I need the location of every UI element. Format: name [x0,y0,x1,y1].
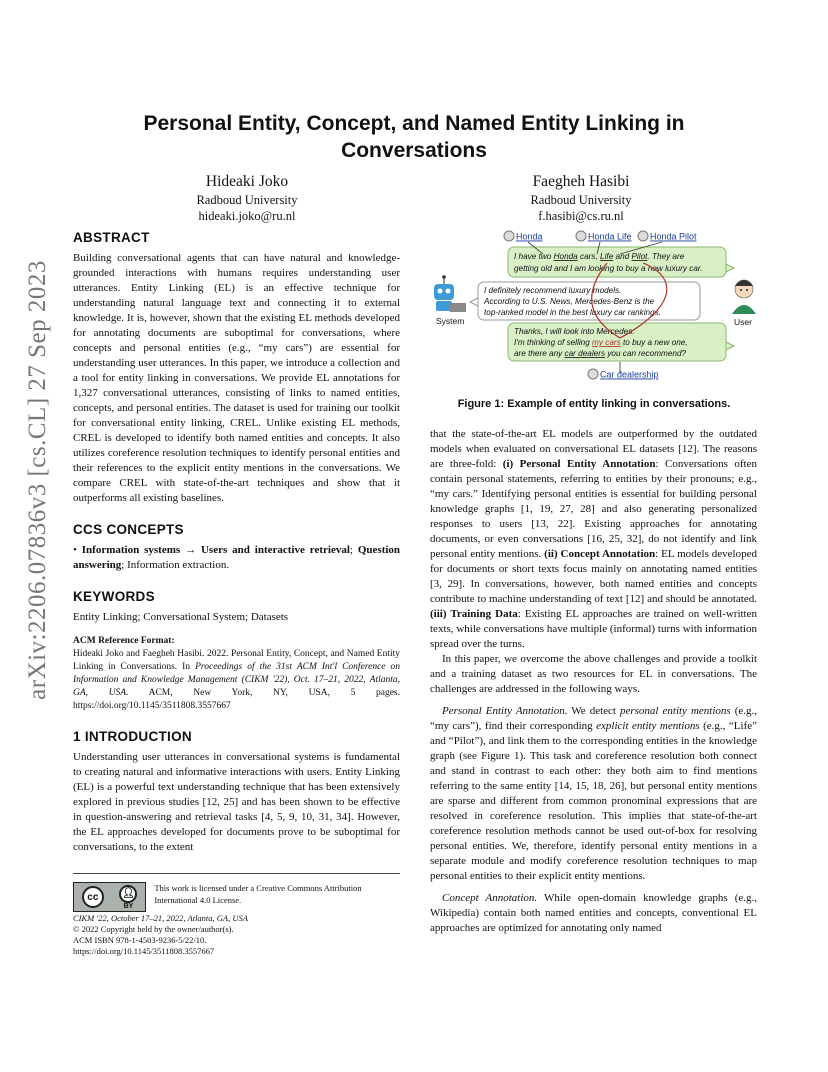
footnote-isbn: ACM ISBN 978-1-4503-9236-5/22/10. [73,935,207,945]
attribution-person-icon: 👤︎ [119,885,137,903]
arxiv-stamp: arXiv:2206.07836v3 [cs.CL] 27 Sep 2023 [24,260,52,700]
cc-license [73,873,400,912]
right-column [430,427,757,936]
footnote [73,913,400,957]
license-text: This work is licensed under a Creative Commons Attribution International 4.0 License. [154,883,362,905]
wikipedia-globe-icon [588,369,598,379]
cc-by-badge-icon: cc 👤︎ BY [73,882,146,912]
bubble2-line3: top-ranked model in the best luxury car rankings. [484,308,662,317]
author-1 [127,172,367,224]
author-affiliation: Radboud University [196,193,298,207]
intro-paragraph: Understanding user utterances in conversational systems is fundamental to creating natural and informative interactions with users. Entity Linking (EL) is a powerful text understanding technique that has been extensively explored in previous studies [12, 25] and has been shown to be effective in question-answering and retrieval tasks [4, 5, 9, 10, 31, 34]. However, the EL approaches developed for documents prove to be suboptimal for conversations, to the extent [73,751,400,853]
ccs-text: • Information systems → Users and interactive retrieval; Question answering; Information extraction. [73,544,401,571]
right-paragraph-1: that the state-of-the-art EL models are outperformed by the outdated models when evaluated on conversational EL datasets [12]. The reasons are three-fold: (i) Personal Entity Annotation: Conversations often contain personal statements, referring to entities by their pronouns; e.g., “my cars.” Identifying personal entities is essential for building personal knowledge graphs [1, 19, 27, 28] and also generating personalized responses to users [13, 22]. Existing approaches for annotating documents, or even conversations [16, 25, 32], do not identify and link personal entity mentions. (ii) Concept Annotation: EL models developed for documents or short texts focus mainly on annotating named entities [3, 29]. In conversations, however, both named entities and concepts contribute to machine understanding of text [12] and should be annotated. (iii) Training Data: Existing EL approaches are trained on well-written texts, while conversations have multiple (informal) turns with information spread over the turns. [430,428,757,650]
author-name: Hideaki Joko [205,173,289,190]
cc-icon: cc [82,886,104,908]
right-paragraph-3: Personal Entity Annotation. We detect personal entity mentions (e.g., “my cars”), find their corresponding explicit entity mentions (e.g., “Life” and “Pilot”), and link them to the corresponding entities in the knowledge graph (see Figure 1). This task and coreference resolution both connect and stand in contrast to each other: they both aim to find mentions referring to the same entity [14, 15, 18, 26], but personal entity mentions are sparse and different from common pronominal expressions that are resolved in coreference resolution. This implies that state-of-the-art coreference resolution methods cannot be used out-of-box for resolving personal entities. We, therefore, identify personal entity mentions in a separate module and modify coreference resolution techniques to map personal entities to their explicit entity mentions. [430,705,758,882]
bubble3-line3: are there any car dealers you can recommend? [514,349,687,358]
author-affiliation: Radboud University [530,193,632,207]
author-email: hideaki.joko@ru.nl [198,209,296,223]
footnote-doi: https://doi.org/10.1145/3511808.3557667 [73,946,215,956]
figure-1 [430,228,758,388]
figure-caption: Figure 1: Example of entity linking in conversations. [457,398,731,410]
paper-title: Personal Entity, Concept, and Named Entity Linking in Conversations [143,112,685,162]
keywords-text: Entity Linking; Conversational System; Datasets [73,611,289,623]
acm-reference: ACM Reference Format: Hideaki Joko and Faegheh Hasibi. 2022. Personal Entity, Concept, and Named Entity Linking in Conversations. In Proceedings of the 31st ACM Int'l Conference on Information and Knowledge Management (CIKM '22), Oct. 17–21, 2022, Atlanta, GA, USA. ACM, New York, NY, USA, 5 pages. https://doi.org/10.1145/3511808.3557667 [73,636,400,711]
abstract-text: Building conversational agents that can have natural and knowledge-grounded interactions with humans requires understanding user utterances. Entity Linking (EL) is an effective technique for understanding natural language text and connecting it to external knowledge. It is, however, shown that the existing EL methods developed for annotating documents are suboptimal for conversations, where concepts and personal entities (e.g., “my cars”) are essential for understanding user utterances. In this paper, we introduce a collection and a tool for entity linking in conversations. We provide EL annotations for 1,327 conversational utterances, consisting of links to named entities, concepts, and personal entities. The dataset is used for training our toolkit for conversational entity linking, CREL. Unlike existing EL methods, CREL is developed to identify both named entities and concepts. It also utilizes coreference resolution techniques to identify personal entities and their references to the explicit entity mentions in the conversations. We compare CREL with state-of-the-art techniques and show that it outperforms all existing baselines. [73,252,400,504]
left-column [73,230,400,855]
wikipedia-globe-icon [576,231,586,241]
right-paragraph-4: Concept Annotation. While open-domain knowledge graphs (e.g., Wikipedia) contain both named entities and concepts, conventional EL approaches are optimized for annotating only named [430,892,757,934]
bubble3-line2: I'm thinking of selling my cars to buy a new one, [514,338,688,347]
intro-heading: 1 INTRODUCTION [73,729,192,744]
user-label: User [734,317,752,327]
right-paragraph-2: In this paper, we overcome the above challenges and provide a toolkit and a training dataset as two resources for EL in conversations. The challenges are addressed in the following ways. [430,653,757,695]
footnote-copyright: © 2022 Copyright held by the owner/author(s). [73,924,234,934]
bubble3-line1: Thanks, I will look into Mercedes. [514,327,635,336]
footnote-conference: CIKM '22, October 17–21, 2022, Atlanta, GA, USA [73,913,248,923]
author-email: f.hasibi@cs.ru.nl [538,209,624,223]
user-avatar-icon [732,280,756,314]
bubble2-line1: I definitely recommend luxury models. [484,286,622,295]
system-label: System [436,316,465,326]
entity-link-honda[interactable]: Honda [516,231,543,242]
entity-link-car-dealership[interactable]: Car dealership [600,369,659,380]
bubble1-line1: I have two Honda cars, Life and Pilot. They are [514,252,685,261]
bubble1-line2: getting old and I am looking to buy a new luxury car. [514,264,703,273]
bubble2-line2: According to U.S. News, Mercedes-Benz is the [484,297,655,306]
entity-link-honda-life[interactable]: Honda Life [588,231,632,242]
keywords-heading: KEYWORDS [73,589,155,604]
abstract-heading: ABSTRACT [73,230,150,245]
author-2 [461,172,701,224]
author-name: Faegheh Hasibi [532,173,630,190]
ccs-heading: CCS CONCEPTS [73,522,184,537]
wikipedia-globe-icon [504,231,514,241]
robot-icon [434,275,466,312]
figure-diagram [430,228,758,388]
entity-link-honda-pilot[interactable]: Honda Pilot [650,231,697,242]
wikipedia-globe-icon [638,231,648,241]
